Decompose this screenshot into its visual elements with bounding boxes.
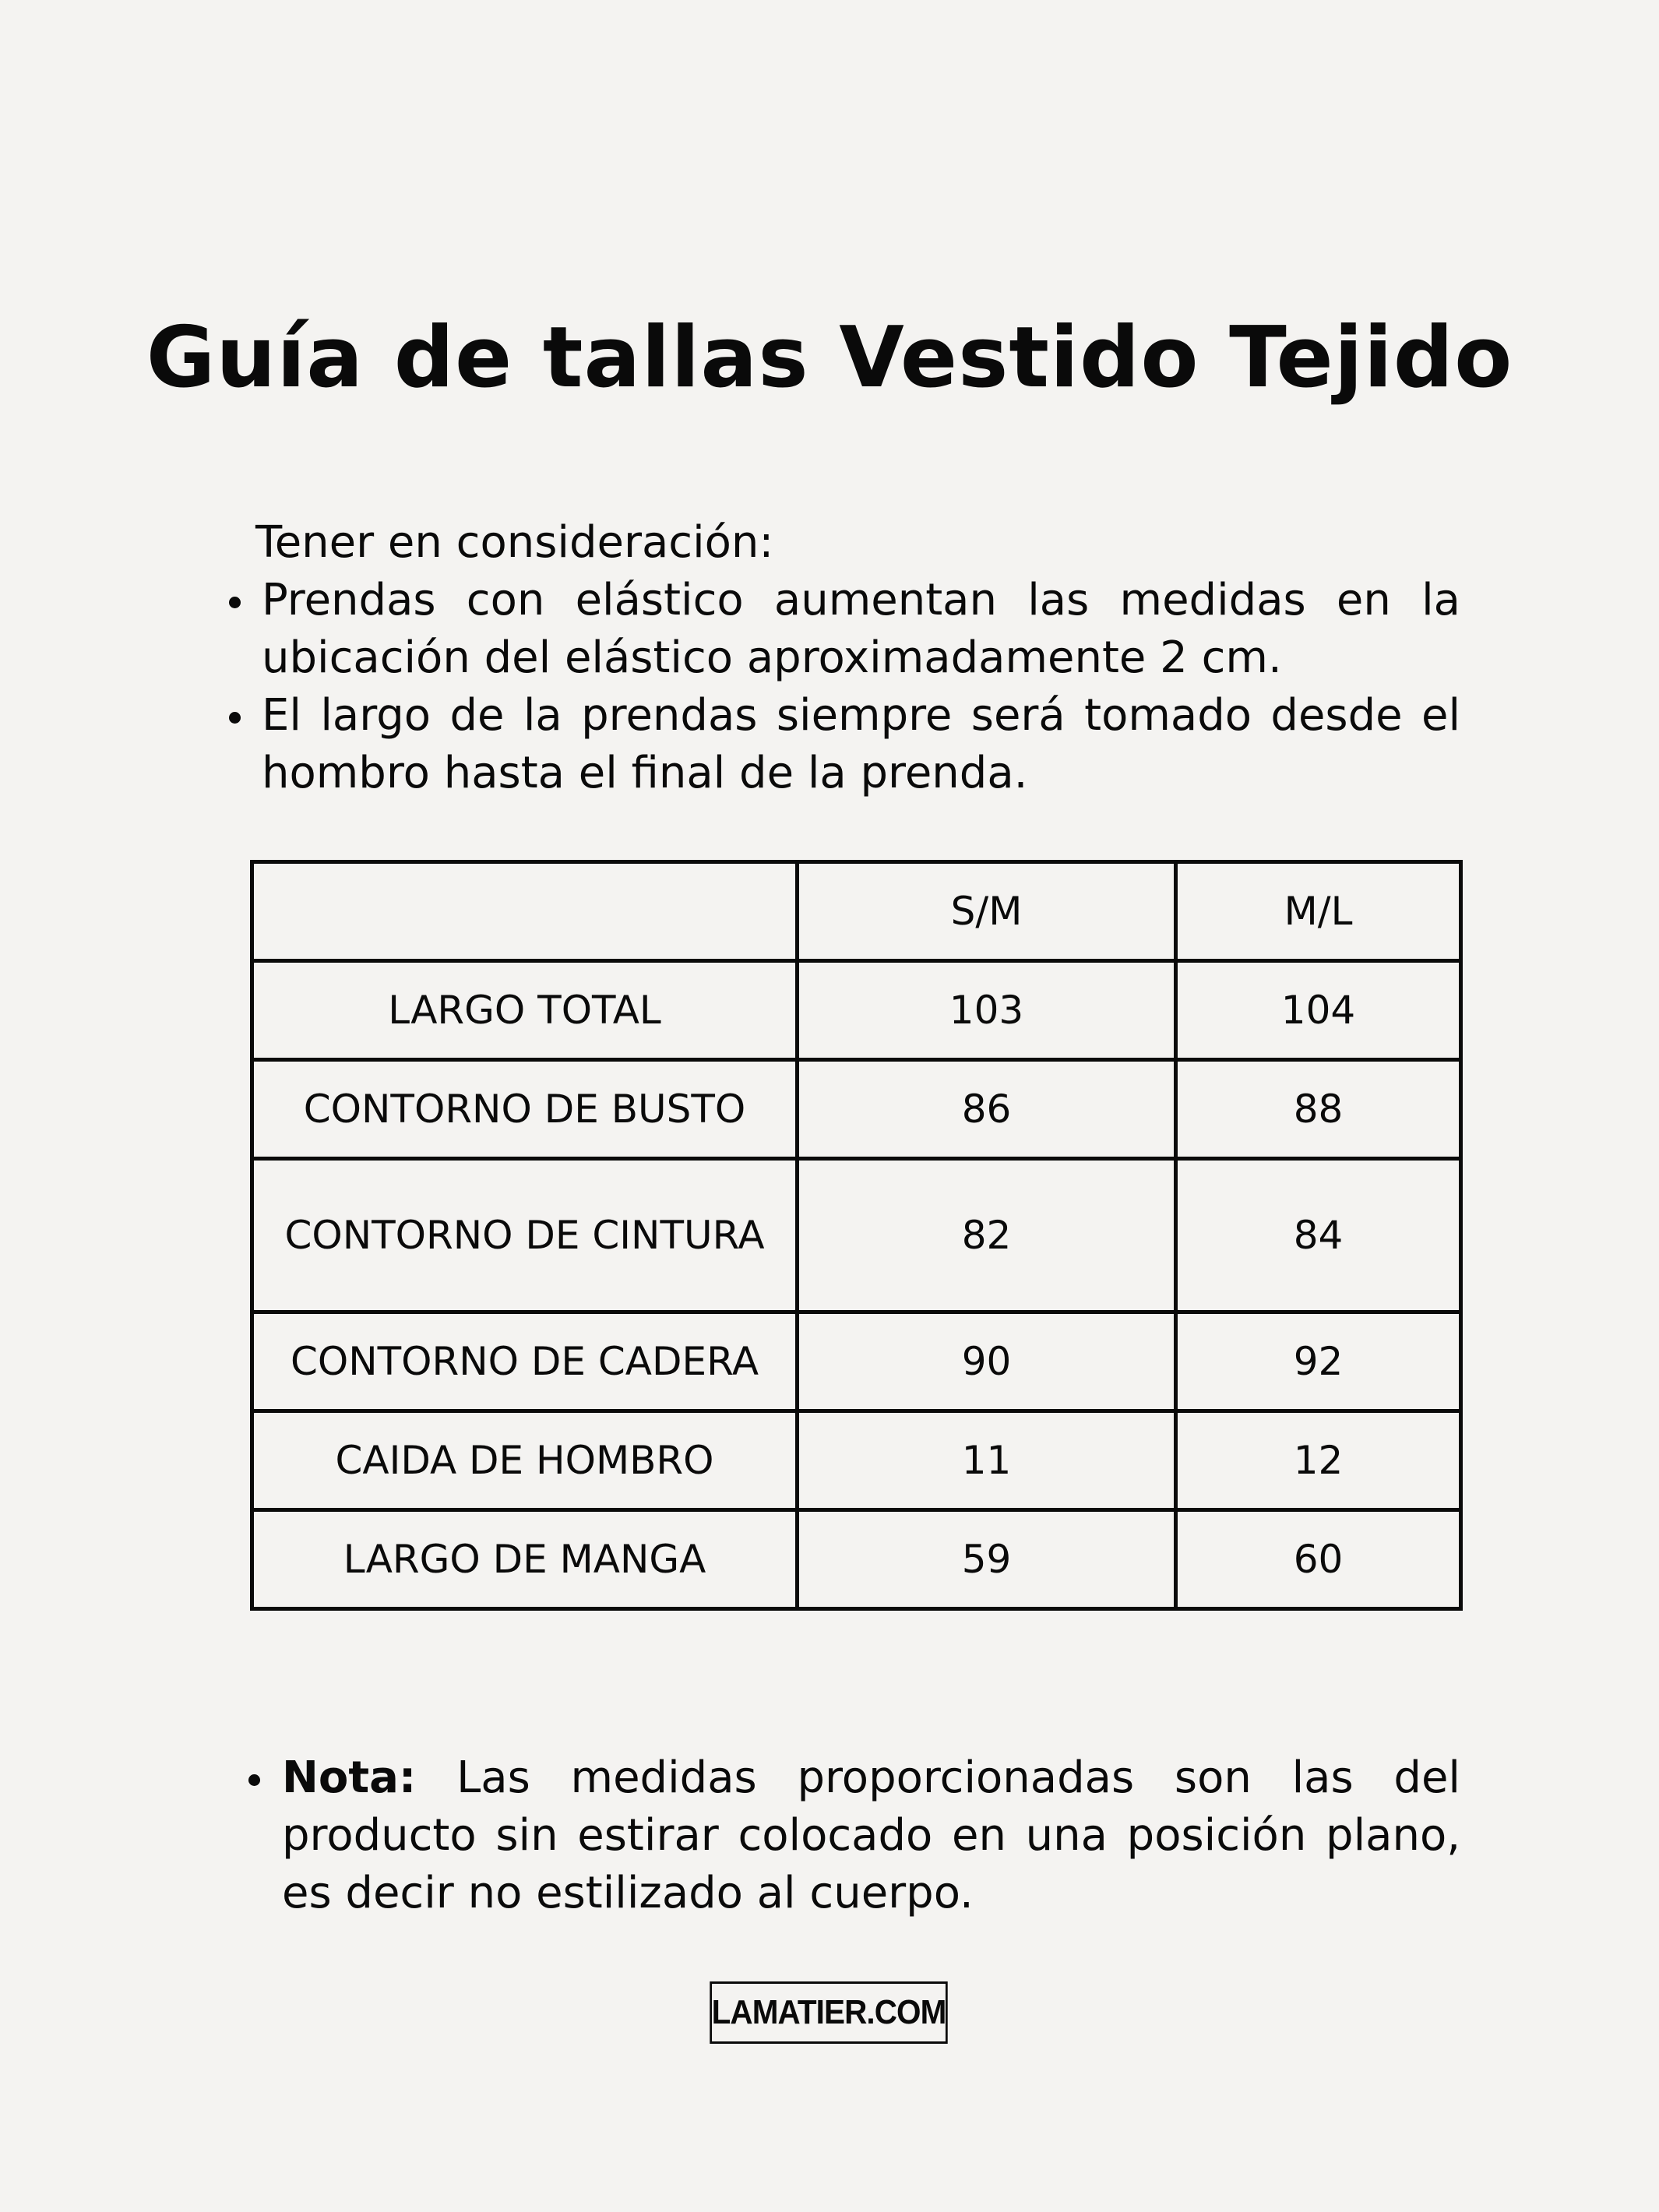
value-sm: 59 <box>798 1510 1176 1609</box>
considerations-list <box>226 572 1460 802</box>
note-label: Nota: <box>282 1752 417 1803</box>
value-sm: 90 <box>798 1312 1176 1411</box>
value-sm: 11 <box>798 1411 1176 1510</box>
measure-label: LARGO TOTAL <box>252 961 798 1060</box>
value-sm: 86 <box>798 1060 1176 1159</box>
table-row <box>252 1312 1461 1411</box>
value-sm: 103 <box>798 961 1176 1060</box>
header-cell-ml: M/L <box>1176 862 1461 961</box>
table-row <box>252 1159 1461 1312</box>
value-ml: 60 <box>1176 1510 1461 1609</box>
list-item: Prendas con elástico aumentan las medidas en la ubicación del elástico aproximadamente 2 cm. <box>226 572 1460 687</box>
table-row <box>252 961 1461 1060</box>
measure-label: LARGO DE MANGA <box>252 1510 798 1609</box>
table-header-row <box>252 862 1461 961</box>
page-title: Guía de tallas Vestido Tejido <box>146 309 1513 407</box>
note-text: Las medidas proporcionadas son las del producto sin estirar colocado en una posición plano, es decir no estilizado al cuerpo. <box>282 1752 1460 1918</box>
considerations-heading: Tener en consideración: <box>255 517 774 568</box>
value-ml: 84 <box>1176 1159 1461 1312</box>
value-ml: 12 <box>1176 1411 1461 1510</box>
table-row <box>252 1411 1461 1510</box>
note-item <box>241 1749 1460 1922</box>
value-ml: 88 <box>1176 1060 1461 1159</box>
header-cell-sm: S/M <box>798 862 1176 961</box>
brand-logo: LAMATIER.COM <box>710 1981 947 2044</box>
table-row <box>252 1060 1461 1159</box>
measure-label: CONTORNO DE CINTURA <box>252 1159 798 1312</box>
considerations-section <box>226 514 1460 802</box>
measure-label: CAIDA DE HOMBRO <box>252 1411 798 1510</box>
measure-label: CONTORNO DE CADERA <box>252 1312 798 1411</box>
measure-label: CONTORNO DE BUSTO <box>252 1060 798 1159</box>
header-cell-empty <box>252 862 798 961</box>
note-section <box>241 1749 1460 1922</box>
value-ml: 104 <box>1176 961 1461 1060</box>
value-sm: 82 <box>798 1159 1176 1312</box>
value-ml: 92 <box>1176 1312 1461 1411</box>
list-item: El largo de la prendas siempre será tomado desde el hombro hasta el final de la prenda. <box>226 687 1460 802</box>
table-row <box>252 1510 1461 1609</box>
size-table <box>250 860 1463 1611</box>
